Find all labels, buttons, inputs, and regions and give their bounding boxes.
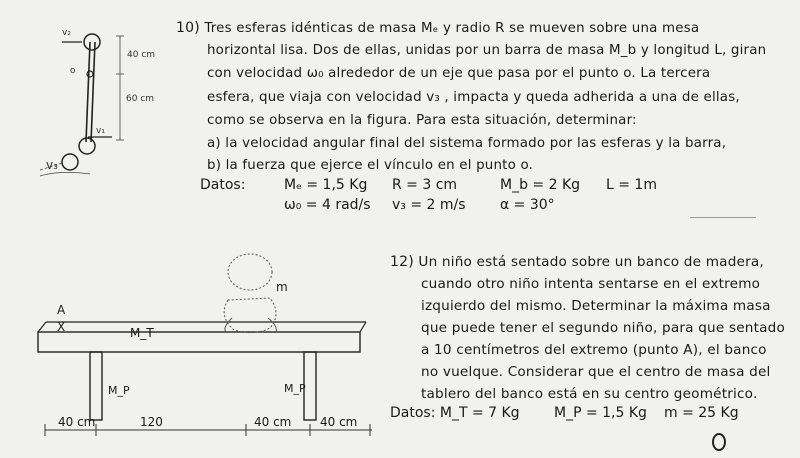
problem12-data-m: m = 25 Kg (664, 405, 739, 421)
problem12-line-7: tablero del banco está en su centro geométrico. (421, 386, 758, 402)
problem10-data-Me: Mₑ = 1,5 Kg (284, 177, 368, 193)
problem12-line-5: a 10 centímetros del extremo (punto A), el banco (421, 342, 767, 358)
problem12-number: 12) (390, 254, 414, 270)
fig12-label-x: X (57, 320, 66, 334)
fig12-label-A: A (57, 303, 66, 317)
fig12-dim-4: 40 cm (320, 415, 358, 429)
fig12-label-m: m (276, 280, 288, 294)
problem10-line-4: esfera, que viaja con velocidad v₃ , impacta y queda adherida a una de ellas, (207, 90, 740, 105)
problem10-text-1: Tres esferas idénticas de masa Mₑ y radio R se mueven sobre una mesa (204, 21, 700, 36)
problem12-line-1 (390, 254, 764, 270)
problem10-data-v3: v₃ = 2 m/s (392, 197, 466, 213)
fig12-label-Mp-right: M_P (284, 382, 306, 395)
problem10-data-alpha: α = 30° (500, 197, 555, 213)
stray-mark (712, 433, 726, 451)
fig10-label-60cm: 60 cm (126, 94, 155, 104)
problem10-line-7: b) la fuerza que ejerce el vínculo en el punto o. (207, 158, 534, 173)
problem10-line-2: horizontal lisa. Dos de ellas, unidas por un barra de masa M_b y longitud L, giran (207, 43, 767, 58)
fig12-label-MT: M_T (130, 326, 154, 340)
fig12-dim-1: 40 cm (58, 415, 96, 429)
problem12-line-3: izquierdo del mismo. Determinar la máxima masa (421, 298, 771, 314)
fig12-dim-3: 40 cm (254, 415, 292, 429)
bench-figure (0, 0, 385, 458)
problem12-line-6: no vuelque. Considerar que el centro de masa del (421, 364, 771, 380)
problem10-data-label: Datos: (200, 177, 246, 193)
problem10-data-L: L = 1m (606, 177, 657, 193)
problem10-data-w0: ω₀ = 4 rad/s (284, 197, 371, 213)
fig10-label-v1: v₁ (96, 126, 105, 136)
problem10-data-R: R = 3 cm (392, 177, 458, 193)
problem10-line-3: con velocidad ω₀ alrededor de un eje que pasa por el punto o. La tercera (207, 66, 711, 81)
fig10-label-o: o (70, 66, 76, 76)
fig10-label-v2: v₂ (62, 28, 71, 38)
problem12-data: Datos: M_T = 7 Kg (390, 405, 520, 421)
fig12-dim-2: 120 (140, 415, 163, 429)
separator-line (690, 217, 756, 218)
problem12-line-4: que puede tener el segundo niño, para que sentado (421, 320, 786, 336)
problem10-data-Mb: M_b = 2 Kg (500, 177, 581, 193)
problem10-number: 10) (176, 20, 200, 36)
problem10-line-6: a) la velocidad angular final del sistema formado por las esferas y la barra, (207, 136, 727, 151)
problem10-line-5: como se observa en la figura. Para esta situación, determinar: (207, 113, 637, 128)
fig10-label-40cm: 40 cm (127, 50, 156, 60)
fig12-label-Mp-left: M_P (108, 384, 130, 397)
fig10-label-v3: v₃ (46, 158, 58, 172)
problem12-text-1: Un niño está sentado sobre un banco de madera, (418, 254, 764, 270)
problem12-data-Mp: M_P = 1,5 Kg (554, 405, 647, 421)
problem12-line-2: cuando otro niño intenta sentarse en el extremo (421, 276, 761, 292)
